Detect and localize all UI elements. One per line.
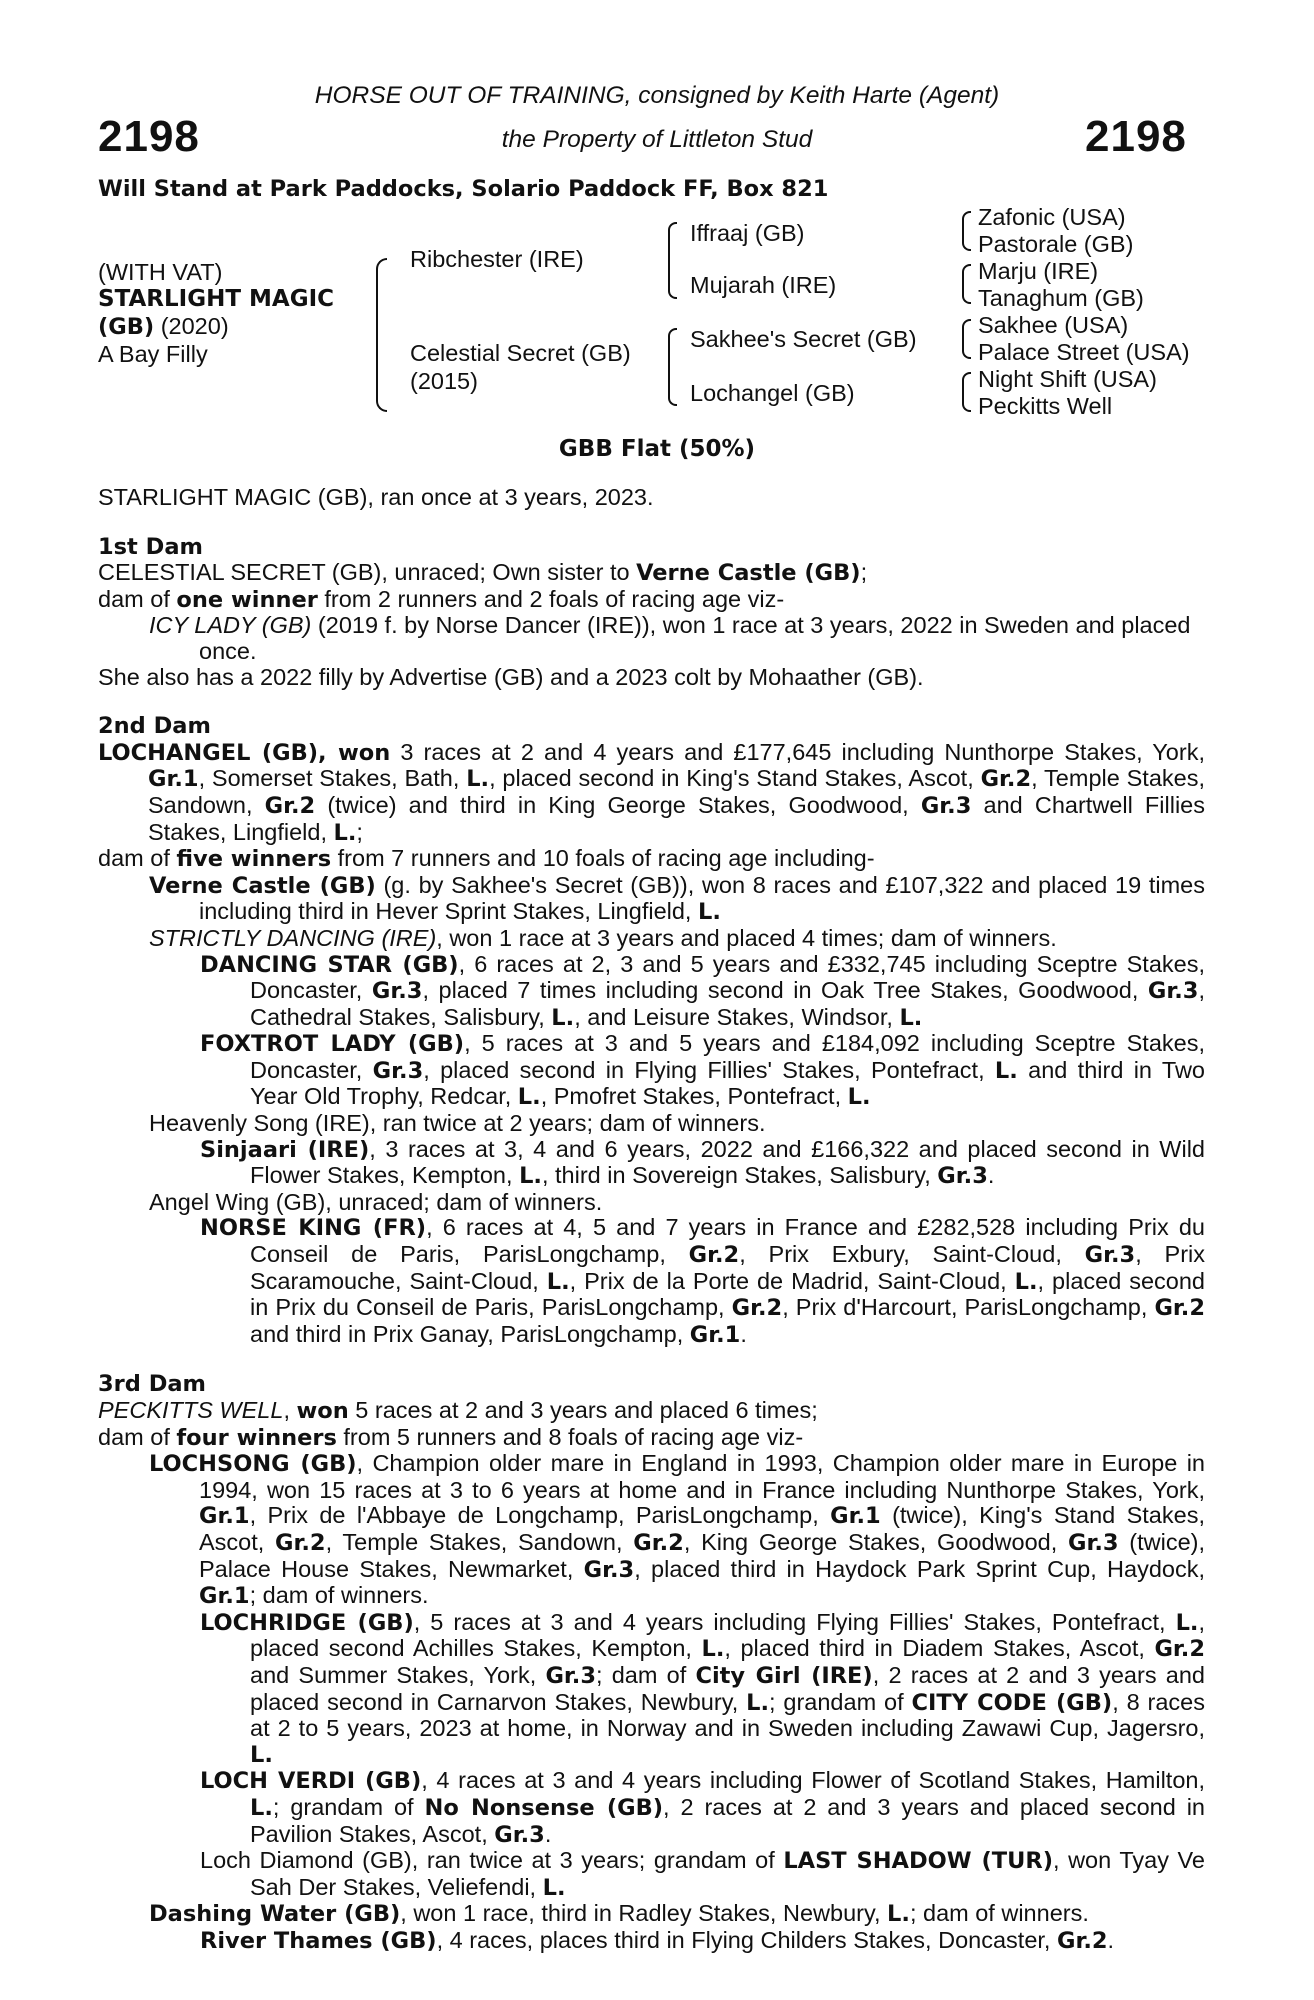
first-dam-heading: 1st Dam — [98, 533, 203, 560]
produce-entry — [98, 952, 1205, 1032]
grade: Gr.3 — [1147, 978, 1199, 1005]
pedigree-brace-7 — [962, 372, 971, 412]
produce-entry: Heavenly Song (IRE), ran twice at 2 years; dam of winners. — [149, 1110, 766, 1137]
third-dam-record — [98, 1398, 1205, 1425]
text: , placed third in Diadem Stakes, Ascot, — [724, 1635, 1155, 1662]
sire-sire-sire: Zafonic (USA) — [978, 204, 1126, 230]
horse-ref: No Nonsense (GB) — [424, 1794, 664, 1821]
horse-ref: LAST SHADOW (TUR) — [783, 1848, 1053, 1875]
text: , placed second in Flying Fillies' Stakes, Pontefract, — [423, 1056, 995, 1083]
third-dam-produce-line — [98, 1425, 1205, 1452]
sire: Ribchester (IRE) — [410, 246, 584, 272]
text: , Somerset Stakes, Bath, — [198, 765, 467, 792]
text: dam of — [98, 845, 177, 872]
produce-entry — [98, 1451, 1205, 1610]
second-dam-record — [98, 740, 1205, 846]
text: , 5 races at 3 and 4 years including Flying Fillies' Stakes, Pontefract, — [413, 1608, 1176, 1635]
grade: Gr.3 — [920, 792, 972, 819]
text: , Prix de l'Abbaye de Longchamp, ParisLongchamp, — [249, 1502, 831, 1529]
text: , won 1 race at 3 years and placed 4 times; dam of winners. — [436, 924, 1057, 951]
text: from 2 runners and 2 foals of racing age viz- — [317, 585, 785, 612]
text: (twice), Palace House Stakes, Newmarket, — [199, 1528, 1205, 1582]
horse-ref: City Girl (IRE) — [695, 1662, 873, 1689]
grade: Gr.3 — [372, 1057, 424, 1084]
dam-year: (2015) — [410, 368, 478, 394]
text: and third in Prix Ganay, ParisLongchamp, — [250, 1320, 690, 1347]
horse-ref: Verne Castle (GB) — [149, 872, 376, 899]
produce-entry — [98, 1137, 1205, 1190]
horse-ref: FOXTROT LADY (GB) — [200, 1031, 465, 1058]
sire-dam: Mujarah (IRE) — [690, 272, 837, 298]
grade: Gr.2 — [688, 1242, 740, 1269]
text: from 7 runners and 10 foals of racing age including- — [331, 845, 875, 872]
text: , won Tyay Ve Sah Der Stakes, Veliefendi, — [250, 1847, 1205, 1900]
grade: L. — [1014, 1268, 1038, 1295]
dam-sire-dam: Palace Street (USA) — [978, 339, 1190, 365]
horse-ref: DANCING STAR (GB) — [200, 951, 459, 978]
text: (twice), King's Stand Stakes, Ascot, — [199, 1502, 1205, 1555]
grade: L. — [847, 1084, 871, 1111]
text: ; dam of — [596, 1661, 696, 1688]
produce-entry — [98, 1928, 1205, 1955]
text: ; — [356, 818, 363, 845]
dam-sire-sire: Sakhee (USA) — [978, 312, 1129, 338]
first-dam-produce-line — [98, 587, 1205, 614]
produce-entry — [98, 1031, 1205, 1111]
horse-ref: NORSE KING (FR) — [200, 1215, 427, 1242]
pedigree-brace-5 — [962, 264, 971, 304]
text: , 6 races at 2, 3 and 5 years and £332,745 including Sceptre Stakes, Doncaster, — [250, 950, 1205, 1004]
dam-dam: Lochangel (GB) — [690, 380, 855, 406]
produce-entry — [98, 1610, 1205, 1769]
grade: Gr.1 — [830, 1503, 881, 1530]
horse-ref: LOCHSONG (GB) — [149, 1451, 357, 1478]
text: from 5 runners and 8 foals of racing age viz- — [336, 1423, 804, 1450]
horse-ref: PECKITTS WELL — [98, 1397, 284, 1423]
horse-ref: LOCH VERDI (GB) — [200, 1768, 422, 1795]
catalogue-body — [98, 485, 1205, 1954]
grade: Gr.2 — [633, 1529, 684, 1556]
text: , and Leisure Stakes, Windsor, — [574, 1003, 900, 1030]
grade: Gr.2 — [731, 1295, 783, 1322]
text: and third in Two Year Old Trophy, Redcar, — [250, 1056, 1205, 1110]
text: , 4 races, places third in Flying Childers Stakes, Doncaster, — [436, 1926, 1057, 1953]
grade: L. — [519, 1163, 542, 1190]
text: , placed second in King's Stand Stakes, Ascot, — [489, 765, 981, 792]
horse-description: A Bay Filly — [98, 341, 208, 367]
text: and Summer Stakes, York, — [250, 1661, 546, 1688]
text: , placed 7 times including second in Oak Tree Stakes, Goodwood, — [422, 977, 1148, 1004]
grade: L. — [1175, 1609, 1199, 1636]
grade: Gr.1 — [199, 1583, 250, 1610]
text: , Prix d'Harcourt, ParisLongchamp, — [782, 1294, 1155, 1321]
grade: L. — [542, 1874, 566, 1901]
horse-ref: LOCHANGEL (GB), won — [98, 739, 391, 766]
summary: STARLIGHT MAGIC (GB), ran once at 3 years, 2023. — [98, 484, 654, 510]
horse-year: (2020) — [160, 313, 229, 339]
produce-entry — [98, 1901, 1205, 1928]
grade: Gr.2 — [264, 792, 316, 819]
text: ; — [860, 559, 868, 586]
horse-ref: CITY CODE (GB) — [911, 1689, 1113, 1716]
text: . — [544, 1820, 552, 1847]
text: , 3 races at 3, 4 and 6 years, 2022 and £166,322 and placed second in Wild Flower Stakes, Kempton, — [250, 1135, 1205, 1189]
text: . — [740, 1320, 747, 1347]
horse-ref: Dashing Water (GB) — [149, 1901, 401, 1928]
grade: Gr.3 — [1084, 1242, 1136, 1269]
text: , Temple Stakes, Sandown, — [148, 765, 1205, 818]
grade: L. — [333, 819, 357, 846]
dam-dam-dam: Peckitts Well — [978, 393, 1113, 419]
consignment-line: HORSE OUT OF TRAINING, consigned by Keith Harte (Agent) — [314, 82, 1000, 109]
grade: L. — [698, 899, 721, 926]
text: (g. by Sakhee's Secret (GB)), won 8 races and £107,322 and placed 19 times including third in Hever Sprint Stakes, Lingfield, — [199, 871, 1205, 925]
grade: Gr.3 — [1067, 1529, 1119, 1556]
first-dam-note: She also has a 2022 filly by Advertise (GB) and a 2023 colt by Mohaather (GB). — [98, 663, 924, 690]
grade: L. — [250, 1741, 273, 1768]
grade: L. — [994, 1057, 1018, 1084]
text: (2019 f. by Norse Dancer (IRE)), won 1 race at 3 years, 2022 in Sweden and placed once. — [199, 612, 1191, 664]
pedigree-brace-3 — [668, 328, 677, 406]
text: , Champion older mare in England in 1993, Champion older mare in Europe in 1994, won 15 races at 3 to 6 years at home and in France including Nunthorpe Stakes, York, — [199, 1450, 1205, 1503]
text: , 2 races at 2 and 3 years and placed second in Pavilion Stakes, Ascot, — [250, 1793, 1205, 1847]
grade: L. — [746, 1689, 769, 1716]
grade: L. — [546, 1268, 570, 1295]
text: , placed third in Haydock Park Sprint Cup, Haydock, — [634, 1555, 1205, 1582]
grade: L. — [701, 1636, 725, 1663]
sire-dam-dam: Tanaghum (GB) — [978, 285, 1144, 311]
emphasis: four winners — [176, 1424, 337, 1451]
grade: Gr.3 — [937, 1163, 988, 1190]
text: Loch Diamond (GB), ran twice at 3 years; grandam of — [200, 1847, 784, 1874]
horse-ref: STRICTLY DANCING (IRE) — [149, 924, 437, 951]
text: ; dam of winners. — [249, 1582, 429, 1609]
grade: L. — [517, 1084, 541, 1111]
sire-sire-dam: Pastorale (GB) — [978, 231, 1134, 257]
produce-entry — [98, 873, 1205, 926]
rating: GBB Flat (50%) — [558, 436, 756, 462]
horse-ref: Verne Castle (GB) — [636, 560, 861, 587]
pedigree-brace-4 — [962, 211, 971, 251]
pedigree-brace-2 — [668, 222, 677, 299]
text: , 5 races at 3 and 5 years and £184,092 including Sceptre Stakes, Doncaster, — [250, 1030, 1206, 1083]
produce-entry — [98, 926, 1205, 952]
lot-number-right: 2198 — [1085, 112, 1187, 161]
text: , Cathedral Stakes, Salisbury, — [250, 977, 1205, 1030]
dam: Celestial Secret (GB) — [410, 340, 631, 366]
stand-location: Will Stand at Park Paddocks, Solario Paddock FF, Box 821 — [98, 176, 829, 202]
text: , Temple Stakes, Sandown, — [325, 1528, 634, 1555]
text: , Prix de la Porte de Madrid, Saint-Cloud, — [569, 1267, 1015, 1294]
produce-entry — [98, 1215, 1205, 1348]
text: ; grandam of — [272, 1793, 425, 1820]
produce-entry: Angel Wing (GB), unraced; dam of winners. — [149, 1188, 603, 1215]
text: and Chartwell Fillies Stakes, Lingfield, — [148, 791, 1205, 845]
grade: Gr.3 — [494, 1821, 545, 1848]
grade: L. — [887, 1901, 910, 1928]
text: , — [283, 1397, 297, 1423]
grade: Gr.2 — [1056, 1927, 1108, 1954]
text: , Prix Exbury, Saint-Cloud, — [739, 1241, 1085, 1268]
first-dam-line — [98, 560, 1205, 587]
text: ; grandam of — [769, 1688, 912, 1715]
text: CELESTIAL SECRET (GB), unraced; Own sister to — [98, 559, 637, 586]
text: , Prix Scaramouche, Saint-Cloud, — [250, 1241, 1205, 1294]
horse-country-year — [98, 313, 229, 340]
text: dam of — [98, 1423, 177, 1450]
produce-entry — [98, 1848, 1205, 1901]
grade: Gr.3 — [583, 1556, 635, 1583]
vat-label: (WITH VAT) — [98, 259, 223, 285]
horse-ref: River Thames (GB) — [200, 1927, 437, 1954]
second-dam-produce-line — [98, 846, 1205, 873]
grade: Gr.3 — [371, 978, 423, 1005]
horse-ref: Sinjaari (IRE) — [200, 1136, 370, 1163]
text: , placed second in Prix du Conseil de Paris, ParisLongchamp, — [250, 1267, 1206, 1321]
sire-sire: Iffraaj (GB) — [690, 220, 805, 246]
grade: Gr.3 — [545, 1662, 596, 1689]
grade: L. — [466, 766, 490, 793]
horse-ref: LOCHRIDGE (GB) — [200, 1609, 414, 1636]
text: , 6 races at 4, 5 and 7 years in France and £282,528 including Prix du Conseil de Paris, ParisLongchamp, — [250, 1214, 1205, 1268]
emphasis: won — [296, 1398, 349, 1424]
grade: Gr.1 — [199, 1503, 250, 1530]
grade: Gr.2 — [1154, 1295, 1205, 1322]
second-dam-heading: 2nd Dam — [98, 713, 211, 740]
produce-entry — [98, 613, 1205, 664]
pedigree-brace-6 — [962, 319, 971, 359]
grade: Gr.1 — [689, 1321, 741, 1348]
produce-entry — [98, 1768, 1205, 1848]
horse-country: (GB) — [98, 314, 155, 340]
grade: L. — [899, 1004, 923, 1031]
grade: Gr.2 — [980, 766, 1032, 793]
lot-number-left: 2198 — [98, 112, 200, 161]
text: , Pmofret Stakes, Pontefract, — [540, 1083, 848, 1110]
grade: Gr.2 — [275, 1529, 326, 1556]
emphasis: five winners — [176, 846, 332, 873]
text: , won 1 race, third in Radley Stakes, Newbury, — [400, 1900, 888, 1927]
text: 5 races at 2 and 3 years and placed 6 times; — [348, 1397, 818, 1423]
text: , third in Sovereign Stakes, Salisbury, — [541, 1162, 938, 1189]
text: 3 races at 2 and 4 years and £177,645 including Nunthorpe Stakes, York, — [390, 738, 1205, 765]
grade: Gr.2 — [1154, 1636, 1206, 1663]
horse-ref: ICY LADY (GB) — [149, 612, 312, 639]
text: . — [1107, 1926, 1115, 1953]
text: , placed second Achilles Stakes, Kempton, — [250, 1608, 1205, 1662]
third-dam-heading: 3rd Dam — [98, 1371, 206, 1398]
text: dam of — [98, 585, 177, 612]
text: , King George Stakes, Goodwood, — [683, 1528, 1068, 1555]
text: , 4 races at 3 and 4 years including Flower of Scotland Stakes, Hamilton, — [421, 1767, 1206, 1794]
dam-dam-sire: Night Shift (USA) — [978, 366, 1157, 392]
dam-sire: Sakhee's Secret (GB) — [690, 326, 917, 352]
horse-name: STARLIGHT MAGIC — [98, 286, 335, 312]
sire-dam-sire: Marju (IRE) — [978, 258, 1099, 284]
text: ; dam of winners. — [909, 1900, 1089, 1927]
grade: L. — [551, 1004, 575, 1031]
text: , 2 races at 2 and 3 years and placed second in Carnarvon Stakes, Newbury, — [250, 1661, 1205, 1715]
pedigree-brace-1 — [376, 258, 387, 412]
text: , 8 races at 2 to 5 years, 2023 at home, in Norway and in Sweden including Zawawi Cup, Jagersro, — [250, 1688, 1205, 1742]
text: (twice) and third in King George Stakes, Goodwood, — [315, 791, 921, 818]
emphasis: one winner — [176, 586, 318, 613]
grade: L. — [250, 1794, 273, 1821]
text: . — [987, 1162, 995, 1189]
property-line: the Property of Littleton Stud — [501, 126, 813, 153]
grade: Gr.1 — [148, 766, 199, 793]
